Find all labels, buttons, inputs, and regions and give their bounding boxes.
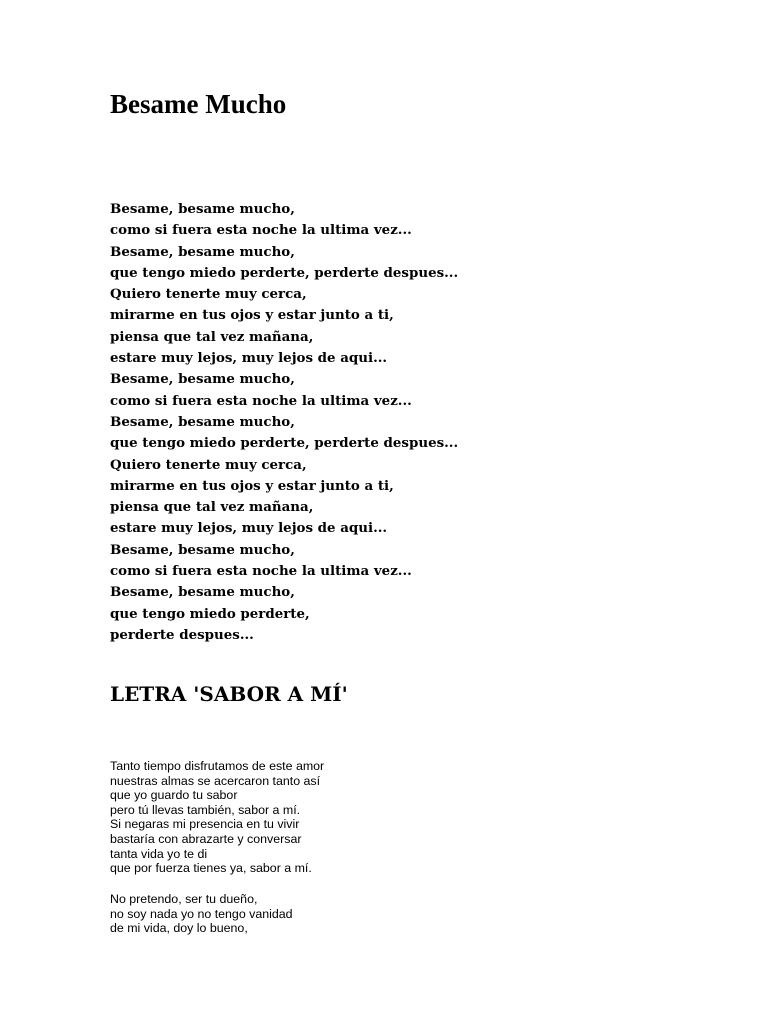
lyric-line: como si fuera esta noche la ultima vez... [110,222,412,239]
lyric-line: Besame, besame mucho, [110,413,295,430]
song-title: Besame Mucho [110,89,287,119]
lyric-line: No pretendo, ser tu dueño, [110,892,258,906]
lyric-line: piensa que tal vez mañana, [110,328,314,345]
lyric-line: que por fuerza tienes ya, sabor a mí. [110,861,312,876]
lyric-line: estare muy lejos, muy lejos de aqui... [110,520,388,537]
lyric-line: no soy nada yo no tengo vanidad [110,906,293,921]
lyric-line: mirarme en tus ojos y estar junto a ti, [110,307,394,324]
lyric-line: de mi vida, doy lo bueno, [110,921,248,936]
lyric-line: Besame, besame mucho, [110,243,295,260]
lyric-line: estare muy lejos, muy lejos de aqui... [110,350,388,367]
song2-stanza-2 [110,892,293,936]
lyric-line: que tengo miedo perderte, perderte despues... [110,264,459,281]
lyric-line: Si negaras mi presencia en tu vivir [110,817,300,832]
lyric-line: Quiero tenerte muy cerca, [110,286,307,303]
lyric-line: nuestras almas se acercaron tanto así [110,773,321,788]
lyric-line: que yo guardo tu sabor [110,788,238,803]
lyric-line: mirarme en tus ojos y estar junto a ti, [110,477,394,494]
section-heading: LETRA 'SABOR A MÍ' [110,682,348,706]
lyric-line: que tengo miedo perderte, [110,605,310,622]
song1-lyrics [110,199,458,646]
lyric-line: como si fuera esta noche la ultima vez... [110,563,412,580]
lyric-line: como si fuera esta noche la ultima vez... [110,392,412,409]
lyric-line: Tanto tiempo disfrutamos de este amor [110,759,325,773]
lyric-line: perderte despues... [110,626,254,643]
lyric-line: Besame, besame mucho, [110,541,295,558]
song2-stanza-1 [110,759,324,876]
lyric-line: Besame, besame mucho, [110,201,295,217]
lyric-line: Besame, besame mucho, [110,371,295,388]
lyric-line: Besame, besame mucho, [110,584,295,601]
lyric-line: pero tú llevas también, sabor a mí. [110,802,301,817]
lyric-line: piensa que tal vez mañana, [110,499,314,516]
lyric-line: tanta vida yo te di [110,846,208,861]
lyric-line: Quiero tenerte muy cerca, [110,456,307,473]
lyric-line: que tengo miedo perderte, perderte despues... [110,435,459,452]
lyric-line: bastaría con abrazarte y conversar [110,831,302,846]
